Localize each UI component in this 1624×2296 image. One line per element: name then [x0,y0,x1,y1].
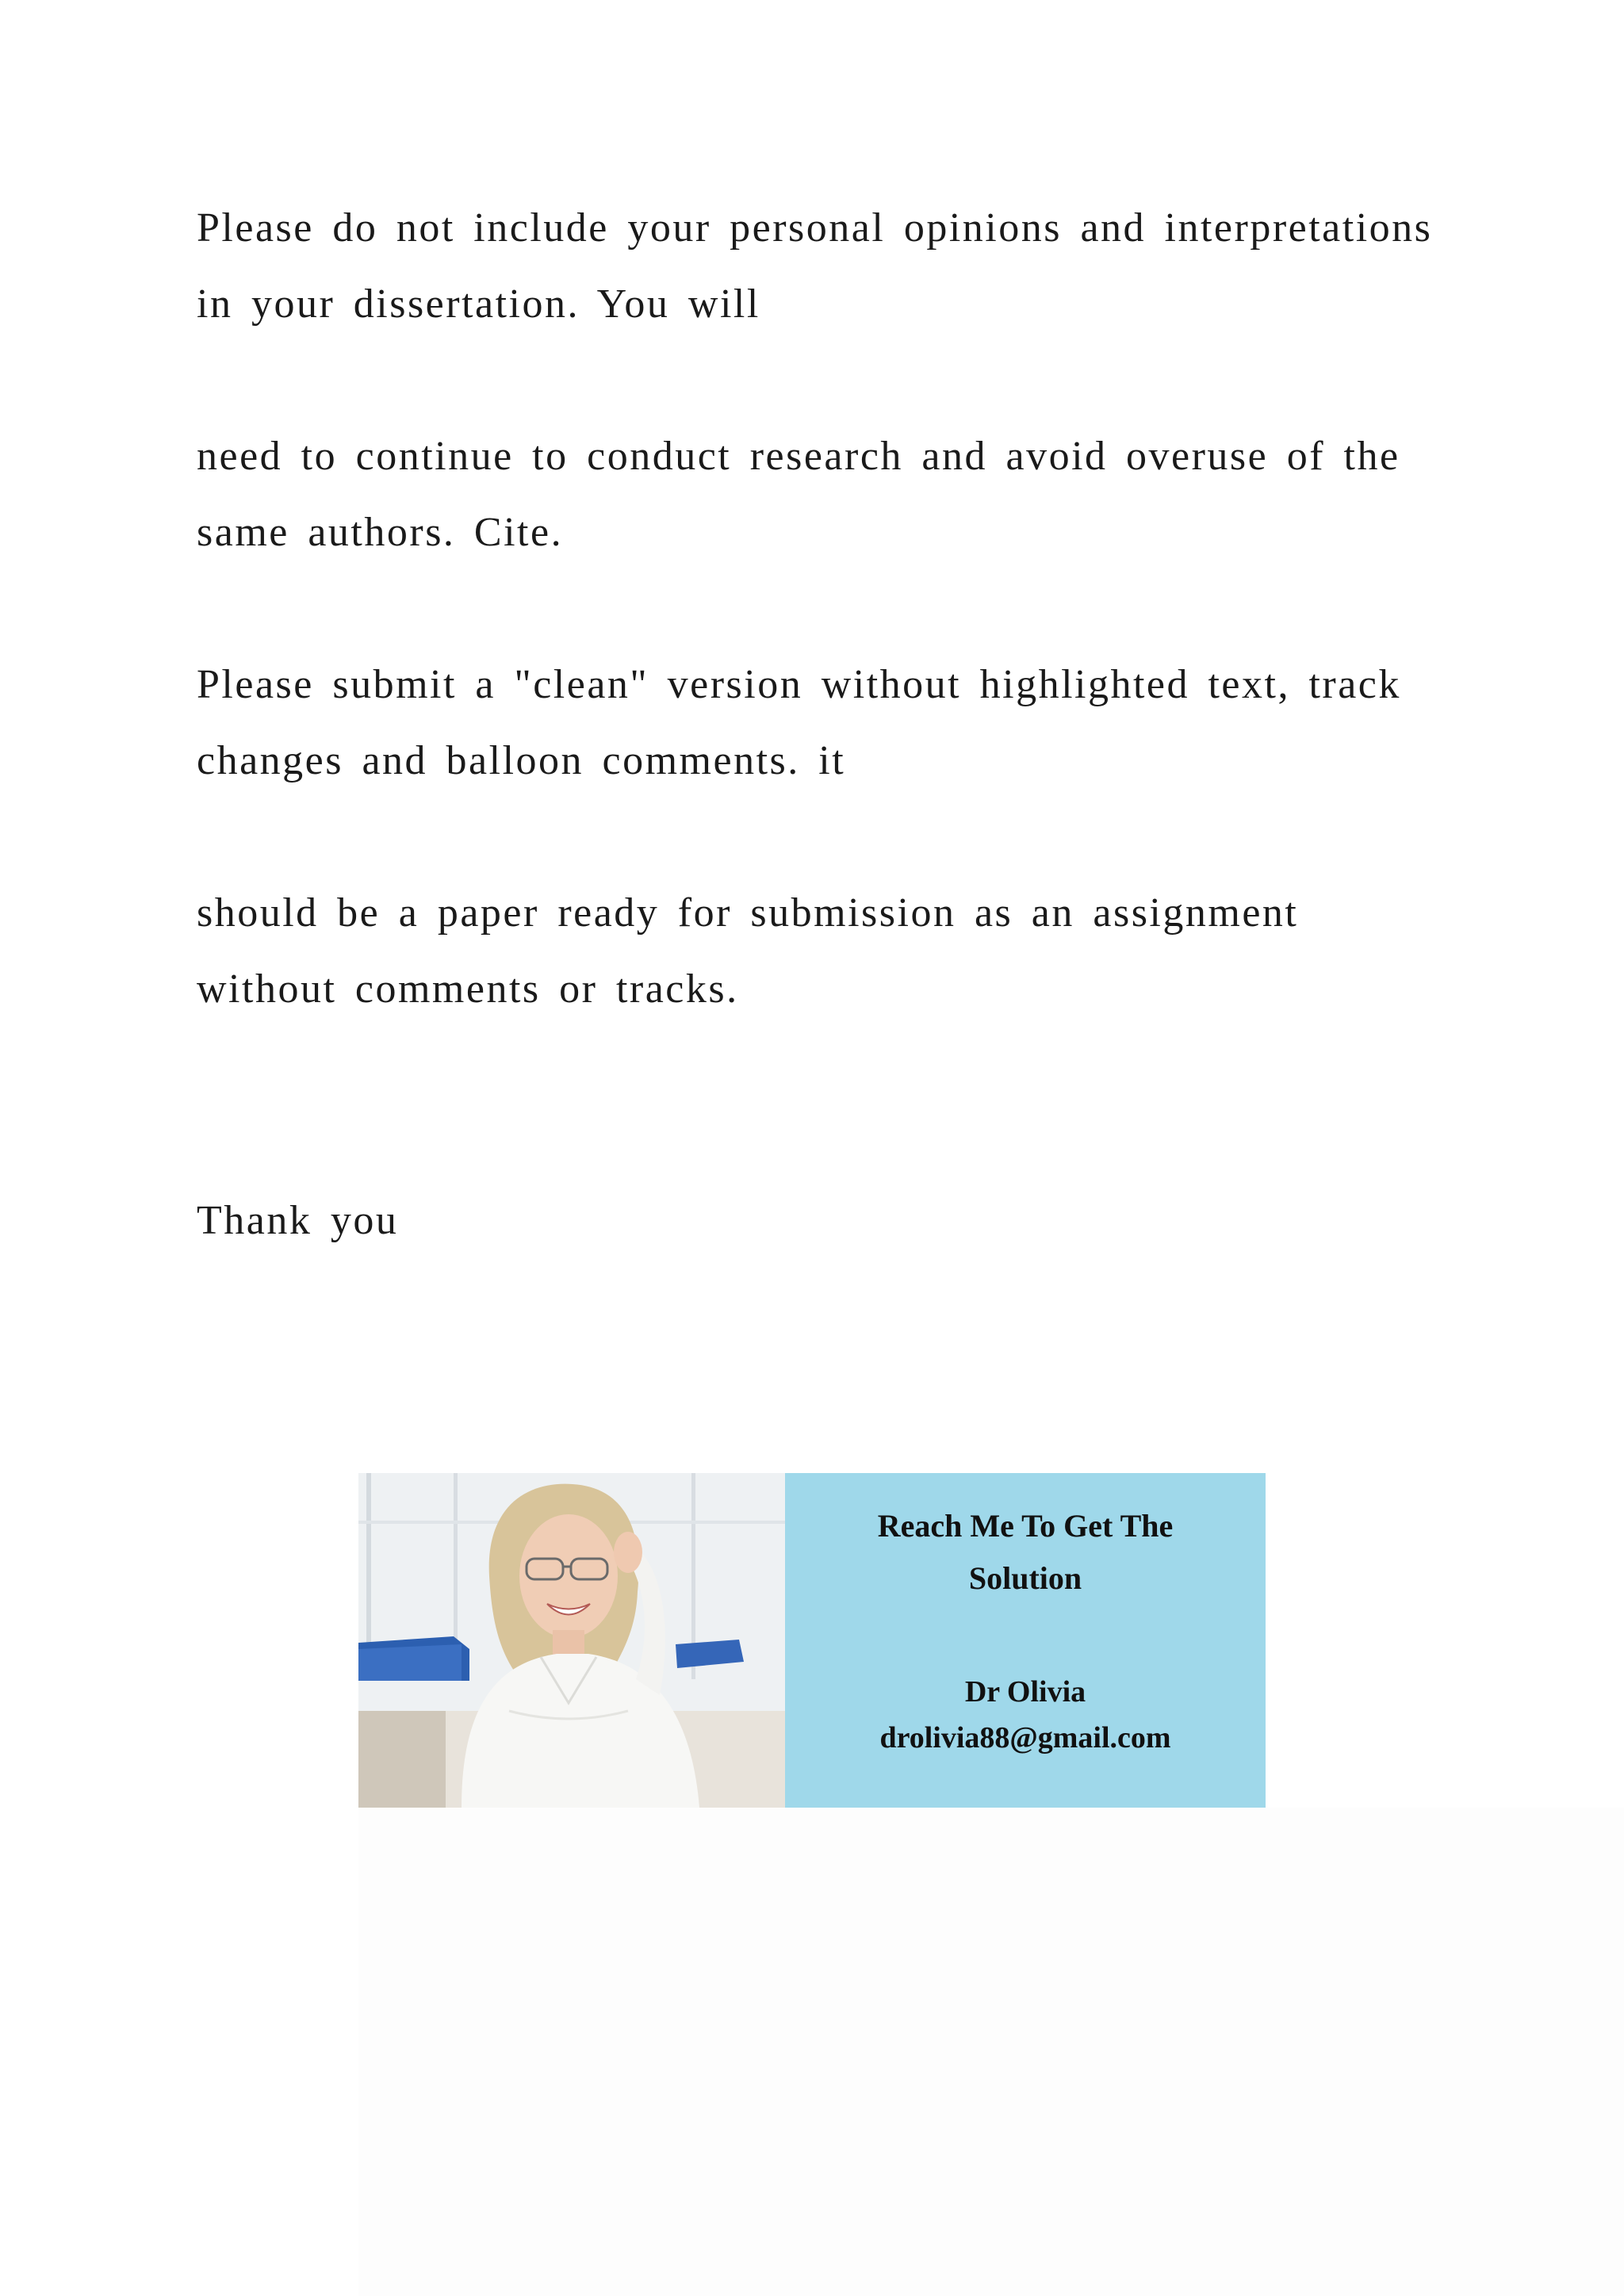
paragraph [197,647,1434,799]
paragraph [197,875,1434,1027]
banner-heading-line: Reach Me To Get The [877,1508,1174,1544]
text-line: changes and balloon comments. it [197,738,846,783]
banner-heading-line: Solution [968,1560,1082,1596]
blank-image-area [358,1808,1624,2296]
text-line: same authors. Cite. [197,510,564,555]
closing-text: Thank you [197,1198,399,1243]
contact-banner [358,1473,1266,1808]
document-body [197,190,1434,1335]
paragraph [197,419,1434,571]
contact-panel [785,1473,1266,1808]
woman-portrait-image [358,1473,785,1808]
text-line: need to continue to conduct research and avoid overuse of the [197,434,1400,479]
text-line: Please submit a "clean" version without highlighted text, track [197,662,1401,707]
contact-name: Dr Olivia [964,1675,1086,1709]
text-line: Please do not include your personal opinions and interpretations [197,205,1433,251]
text-line: in your dissertation. You will [197,281,760,327]
paragraph [197,190,1434,342]
text-line: should be a paper ready for submission as an assignment [197,890,1299,936]
text-line: without comments or tracks. [197,966,739,1012]
contact-email: drolivia88@gmail.com [879,1721,1171,1755]
banner-heading [785,1500,1266,1605]
